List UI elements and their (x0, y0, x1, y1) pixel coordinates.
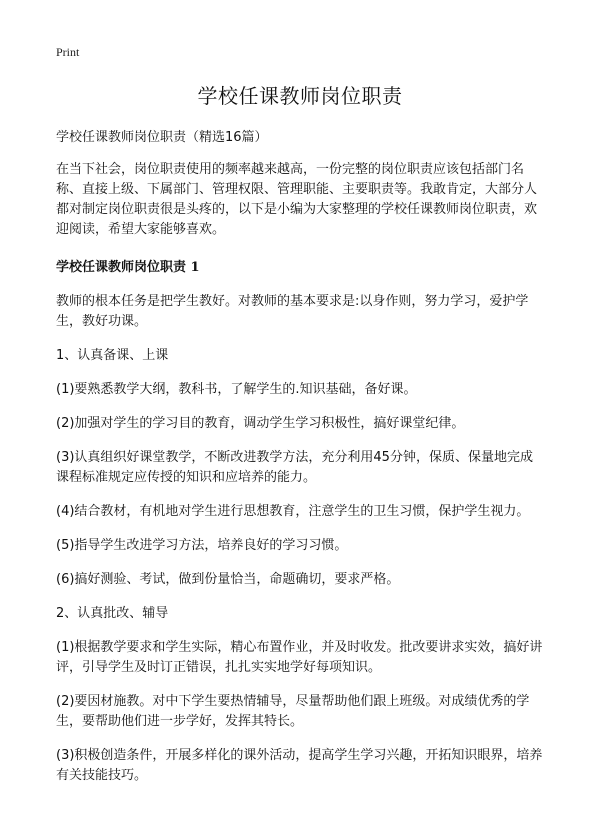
list-item: (2)加强对学生的学习目的教育，调动学生学习积极性，搞好课堂纪律。 (56, 416, 465, 431)
part-title: 1、认真备课、上课 (56, 348, 169, 363)
section-lead: 教师的根本任务是把学生教好。对教师的基本要求是:以身作则，努力学习，爱护学生，教好功课。 (56, 294, 529, 329)
list-item: (6)搞好测验、考试，做到份量恰当，命题确切，要求严格。 (56, 572, 400, 587)
list-item: (3)认真组织好课堂教学，不断改进教学方法，充分利用45分钟，保质、保量地完成课程标准规定应传授的知识和应培养的能力。 (56, 450, 533, 485)
list-item: (4)结合教材，有机地对学生进行思想教育，注意学生的卫生习惯，保护学生视力。 (56, 504, 530, 519)
list-item: (5)指导学生改进学习方法，培养良好的学习习惯。 (56, 538, 348, 553)
section-heading: 学校任课教师岗位职责 1 (56, 260, 200, 275)
part-title: 2、认真批改、辅导 (56, 606, 169, 621)
intro-paragraph: 在当下社会，岗位职责使用的频率越来越高，一份完整的岗位职责应该包括部门名称、直接上级、下属部门、管理权限、管理职能、主要职责等。我敢肯定，大部分人都对制定岗位职责很是头疼的，以下是小编为大家整理的学校任课教师岗位职责，欢迎阅读，希望大家能够喜欢。 (56, 162, 538, 237)
print-link[interactable]: Print (56, 45, 80, 59)
list-item: (2)要因材施教。对中下学生要热情辅导，尽量帮助他们跟上班级。对成绩优秀的学生，要帮助他们进一步学好，发挥其特长。 (56, 694, 530, 729)
list-item: (1)要熟悉教学大纲，教科书，了解学生的.知识基础，备好课。 (56, 382, 417, 397)
list-item: (3)积极创造条件，开展多样化的课外活动，提高学生学习兴趣，开拓知识眼界，培养有关技能技巧。 (56, 748, 543, 783)
document-subtitle: 学校任课教师岗位职责（精选16篇） (56, 130, 268, 145)
document-title: 学校任课教师岗位职责 (197, 84, 403, 108)
list-item: (1)根据教学要求和学生实际，精心布置作业，并及时收发。批改要讲求实效，搞好讲评，引导学生及时订正错误，扎扎实实地学好每项知识。 (56, 640, 543, 675)
